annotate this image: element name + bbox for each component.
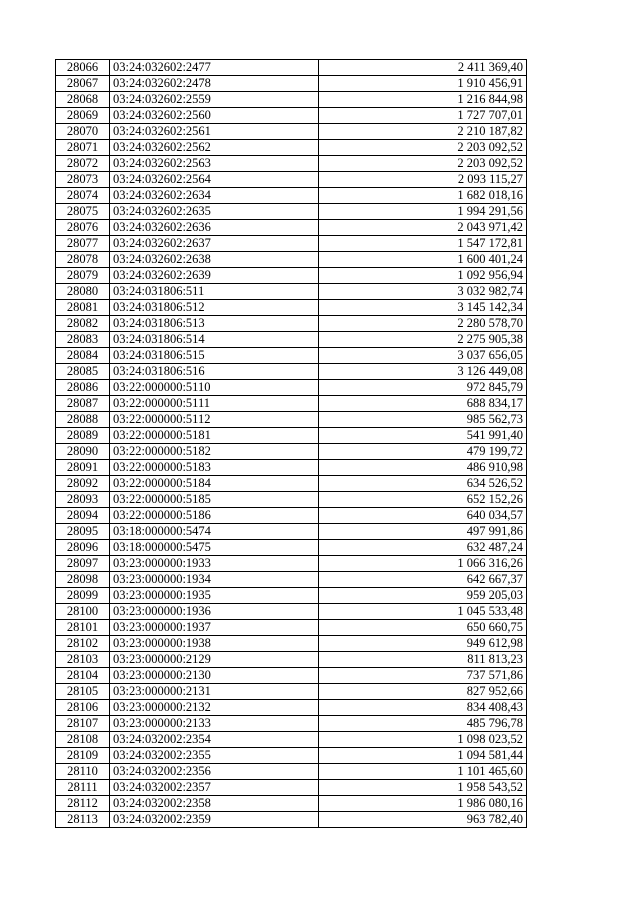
cadastral-value-cell: 3 037 656,05 — [319, 348, 527, 364]
cadastral-number-cell: 03:22:000000:5185 — [110, 492, 319, 508]
cadastral-value-cell: 1 910 456,91 — [319, 76, 527, 92]
cadastral-value-cell: 479 199,72 — [319, 444, 527, 460]
row-number-cell: 28075 — [56, 204, 110, 220]
row-number-cell: 28067 — [56, 76, 110, 92]
row-number-cell: 28099 — [56, 588, 110, 604]
cadastral-number-cell: 03:24:032602:2562 — [110, 140, 319, 156]
table-row — [56, 92, 527, 108]
row-number-cell: 28085 — [56, 364, 110, 380]
cadastral-value-cell: 2 210 187,82 — [319, 124, 527, 140]
cadastral-value-table — [55, 59, 527, 828]
cadastral-value-cell: 541 991,40 — [319, 428, 527, 444]
cadastral-value-cell: 834 408,43 — [319, 700, 527, 716]
cadastral-value-cell: 1 682 018,16 — [319, 188, 527, 204]
row-number-cell: 28112 — [56, 796, 110, 812]
cadastral-number-cell: 03:23:000000:2131 — [110, 684, 319, 700]
cadastral-number-cell: 03:24:032602:2477 — [110, 60, 319, 76]
row-number-cell: 28090 — [56, 444, 110, 460]
table-row — [56, 764, 527, 780]
cadastral-number-cell: 03:23:000000:1937 — [110, 620, 319, 636]
cadastral-number-cell: 03:24:032602:2639 — [110, 268, 319, 284]
row-number-cell: 28081 — [56, 300, 110, 316]
cadastral-number-cell: 03:23:000000:2130 — [110, 668, 319, 684]
cadastral-value-cell: 3 126 449,08 — [319, 364, 527, 380]
cadastral-value-cell: 959 205,03 — [319, 588, 527, 604]
table-row — [56, 492, 527, 508]
table-row — [56, 540, 527, 556]
cadastral-number-cell: 03:22:000000:5111 — [110, 396, 319, 412]
cadastral-value-cell: 497 991,86 — [319, 524, 527, 540]
table-row — [56, 700, 527, 716]
table-row — [56, 348, 527, 364]
cadastral-value-cell: 688 834,17 — [319, 396, 527, 412]
table-row — [56, 332, 527, 348]
table-row — [56, 588, 527, 604]
row-number-cell: 28073 — [56, 172, 110, 188]
row-number-cell: 28094 — [56, 508, 110, 524]
row-number-cell: 28098 — [56, 572, 110, 588]
table-row — [56, 204, 527, 220]
cadastral-number-cell: 03:24:032602:2637 — [110, 236, 319, 252]
row-number-cell: 28089 — [56, 428, 110, 444]
cadastral-number-cell: 03:18:000000:5474 — [110, 524, 319, 540]
cadastral-value-cell: 1 094 581,44 — [319, 748, 527, 764]
row-number-cell: 28071 — [56, 140, 110, 156]
row-number-cell: 28092 — [56, 476, 110, 492]
cadastral-value-cell: 1 958 543,52 — [319, 780, 527, 796]
cadastral-value-cell: 1 994 291,56 — [319, 204, 527, 220]
cadastral-value-cell: 652 152,26 — [319, 492, 527, 508]
cadastral-number-cell: 03:24:032602:2560 — [110, 108, 319, 124]
cadastral-number-cell: 03:22:000000:5181 — [110, 428, 319, 444]
table-row — [56, 604, 527, 620]
cadastral-number-cell: 03:23:000000:1938 — [110, 636, 319, 652]
document-page — [55, 59, 526, 828]
cadastral-number-cell: 03:24:032602:2563 — [110, 156, 319, 172]
cadastral-number-cell: 03:24:032602:2564 — [110, 172, 319, 188]
row-number-cell: 28076 — [56, 220, 110, 236]
cadastral-value-cell: 811 813,23 — [319, 652, 527, 668]
row-number-cell: 28107 — [56, 716, 110, 732]
table-row — [56, 460, 527, 476]
table-row — [56, 172, 527, 188]
cadastral-value-cell: 2 093 115,27 — [319, 172, 527, 188]
row-number-cell: 28108 — [56, 732, 110, 748]
table-row — [56, 444, 527, 460]
row-number-cell: 28079 — [56, 268, 110, 284]
cadastral-number-cell: 03:24:032602:2561 — [110, 124, 319, 140]
table-row — [56, 284, 527, 300]
cadastral-value-cell: 2 275 905,38 — [319, 332, 527, 348]
cadastral-value-cell: 2 203 092,52 — [319, 140, 527, 156]
cadastral-number-cell: 03:24:032602:2634 — [110, 188, 319, 204]
cadastral-value-cell: 972 845,79 — [319, 380, 527, 396]
table-row — [56, 812, 527, 828]
cadastral-number-cell: 03:24:032002:2354 — [110, 732, 319, 748]
table-row — [56, 476, 527, 492]
cadastral-value-cell: 1 547 172,81 — [319, 236, 527, 252]
row-number-cell: 28080 — [56, 284, 110, 300]
cadastral-value-cell: 1 066 316,26 — [319, 556, 527, 572]
row-number-cell: 28106 — [56, 700, 110, 716]
table-row — [56, 108, 527, 124]
table-row — [56, 684, 527, 700]
cadastral-value-cell: 963 782,40 — [319, 812, 527, 828]
cadastral-number-cell: 03:23:000000:2132 — [110, 700, 319, 716]
cadastral-value-cell: 2 203 092,52 — [319, 156, 527, 172]
cadastral-number-cell: 03:22:000000:5186 — [110, 508, 319, 524]
cadastral-value-cell: 642 667,37 — [319, 572, 527, 588]
table-row — [56, 508, 527, 524]
table-row — [56, 60, 527, 76]
table-row — [56, 716, 527, 732]
table-row — [56, 396, 527, 412]
row-number-cell: 28068 — [56, 92, 110, 108]
table-row — [56, 748, 527, 764]
row-number-cell: 28074 — [56, 188, 110, 204]
cadastral-value-cell: 737 571,86 — [319, 668, 527, 684]
table-row — [56, 268, 527, 284]
cadastral-value-cell: 1 092 956,94 — [319, 268, 527, 284]
row-number-cell: 28066 — [56, 60, 110, 76]
cadastral-number-cell: 03:24:032002:2355 — [110, 748, 319, 764]
cadastral-number-cell: 03:22:000000:5184 — [110, 476, 319, 492]
cadastral-number-cell: 03:24:031806:516 — [110, 364, 319, 380]
table-row — [56, 252, 527, 268]
row-number-cell: 28105 — [56, 684, 110, 700]
cadastral-value-cell: 1 216 844,98 — [319, 92, 527, 108]
table-row — [56, 780, 527, 796]
row-number-cell: 28086 — [56, 380, 110, 396]
cadastral-number-cell: 03:23:000000:2129 — [110, 652, 319, 668]
table-row — [56, 668, 527, 684]
table-row — [56, 380, 527, 396]
row-number-cell: 28113 — [56, 812, 110, 828]
table-row — [56, 188, 527, 204]
cadastral-value-cell: 1 600 401,24 — [319, 252, 527, 268]
table-row — [56, 364, 527, 380]
row-number-cell: 28093 — [56, 492, 110, 508]
table-row — [56, 316, 527, 332]
cadastral-number-cell: 03:24:032002:2356 — [110, 764, 319, 780]
cadastral-value-cell: 1 727 707,01 — [319, 108, 527, 124]
row-number-cell: 28087 — [56, 396, 110, 412]
table-row — [56, 796, 527, 812]
row-number-cell: 28109 — [56, 748, 110, 764]
cadastral-number-cell: 03:24:031806:513 — [110, 316, 319, 332]
cadastral-number-cell: 03:23:000000:1934 — [110, 572, 319, 588]
cadastral-number-cell: 03:22:000000:5182 — [110, 444, 319, 460]
table-row — [56, 236, 527, 252]
cadastral-number-cell: 03:24:032002:2359 — [110, 812, 319, 828]
cadastral-value-cell: 985 562,73 — [319, 412, 527, 428]
table-row — [56, 300, 527, 316]
table-row — [56, 220, 527, 236]
table-row — [56, 140, 527, 156]
row-number-cell: 28069 — [56, 108, 110, 124]
cadastral-number-cell: 03:23:000000:1933 — [110, 556, 319, 572]
cadastral-number-cell: 03:23:000000:1936 — [110, 604, 319, 620]
cadastral-number-cell: 03:22:000000:5183 — [110, 460, 319, 476]
row-number-cell: 28102 — [56, 636, 110, 652]
table-body — [56, 60, 527, 828]
cadastral-value-cell: 486 910,98 — [319, 460, 527, 476]
cadastral-number-cell: 03:24:032602:2635 — [110, 204, 319, 220]
cadastral-value-cell: 3 145 142,34 — [319, 300, 527, 316]
table-row — [56, 572, 527, 588]
table-row — [56, 732, 527, 748]
cadastral-number-cell: 03:24:031806:515 — [110, 348, 319, 364]
cadastral-number-cell: 03:22:000000:5112 — [110, 412, 319, 428]
table-row — [56, 412, 527, 428]
cadastral-value-cell: 650 660,75 — [319, 620, 527, 636]
cadastral-value-cell: 949 612,98 — [319, 636, 527, 652]
table-row — [56, 524, 527, 540]
row-number-cell: 28111 — [56, 780, 110, 796]
table-row — [56, 652, 527, 668]
cadastral-value-cell: 640 034,57 — [319, 508, 527, 524]
row-number-cell: 28101 — [56, 620, 110, 636]
table-row — [56, 76, 527, 92]
row-number-cell: 28100 — [56, 604, 110, 620]
cadastral-value-cell: 634 526,52 — [319, 476, 527, 492]
row-number-cell: 28084 — [56, 348, 110, 364]
cadastral-number-cell: 03:24:032002:2357 — [110, 780, 319, 796]
cadastral-number-cell: 03:24:032602:2478 — [110, 76, 319, 92]
row-number-cell: 28077 — [56, 236, 110, 252]
table-row — [56, 428, 527, 444]
row-number-cell: 28095 — [56, 524, 110, 540]
row-number-cell: 28088 — [56, 412, 110, 428]
cadastral-number-cell: 03:24:032002:2358 — [110, 796, 319, 812]
table-row — [56, 620, 527, 636]
row-number-cell: 28097 — [56, 556, 110, 572]
row-number-cell: 28104 — [56, 668, 110, 684]
row-number-cell: 28070 — [56, 124, 110, 140]
cadastral-number-cell: 03:23:000000:1935 — [110, 588, 319, 604]
row-number-cell: 28083 — [56, 332, 110, 348]
row-number-cell: 28082 — [56, 316, 110, 332]
row-number-cell: 28110 — [56, 764, 110, 780]
table-row — [56, 156, 527, 172]
row-number-cell: 28078 — [56, 252, 110, 268]
table-row — [56, 636, 527, 652]
cadastral-number-cell: 03:24:032602:2636 — [110, 220, 319, 236]
cadastral-value-cell: 2 411 369,40 — [319, 60, 527, 76]
cadastral-value-cell: 1 098 023,52 — [319, 732, 527, 748]
cadastral-number-cell: 03:24:032602:2559 — [110, 92, 319, 108]
cadastral-value-cell: 827 952,66 — [319, 684, 527, 700]
cadastral-value-cell: 485 796,78 — [319, 716, 527, 732]
cadastral-number-cell: 03:24:031806:511 — [110, 284, 319, 300]
cadastral-number-cell: 03:23:000000:2133 — [110, 716, 319, 732]
cadastral-number-cell: 03:24:031806:514 — [110, 332, 319, 348]
cadastral-number-cell: 03:18:000000:5475 — [110, 540, 319, 556]
cadastral-number-cell: 03:24:032602:2638 — [110, 252, 319, 268]
table-row — [56, 556, 527, 572]
cadastral-value-cell: 2 280 578,70 — [319, 316, 527, 332]
cadastral-number-cell: 03:22:000000:5110 — [110, 380, 319, 396]
cadastral-value-cell: 1 101 465,60 — [319, 764, 527, 780]
cadastral-value-cell: 2 043 971,42 — [319, 220, 527, 236]
cadastral-value-cell: 1 986 080,16 — [319, 796, 527, 812]
row-number-cell: 28096 — [56, 540, 110, 556]
cadastral-value-cell: 1 045 533,48 — [319, 604, 527, 620]
row-number-cell: 28103 — [56, 652, 110, 668]
cadastral-value-cell: 632 487,24 — [319, 540, 527, 556]
cadastral-number-cell: 03:24:031806:512 — [110, 300, 319, 316]
row-number-cell: 28091 — [56, 460, 110, 476]
cadastral-value-cell: 3 032 982,74 — [319, 284, 527, 300]
table-row — [56, 124, 527, 140]
row-number-cell: 28072 — [56, 156, 110, 172]
